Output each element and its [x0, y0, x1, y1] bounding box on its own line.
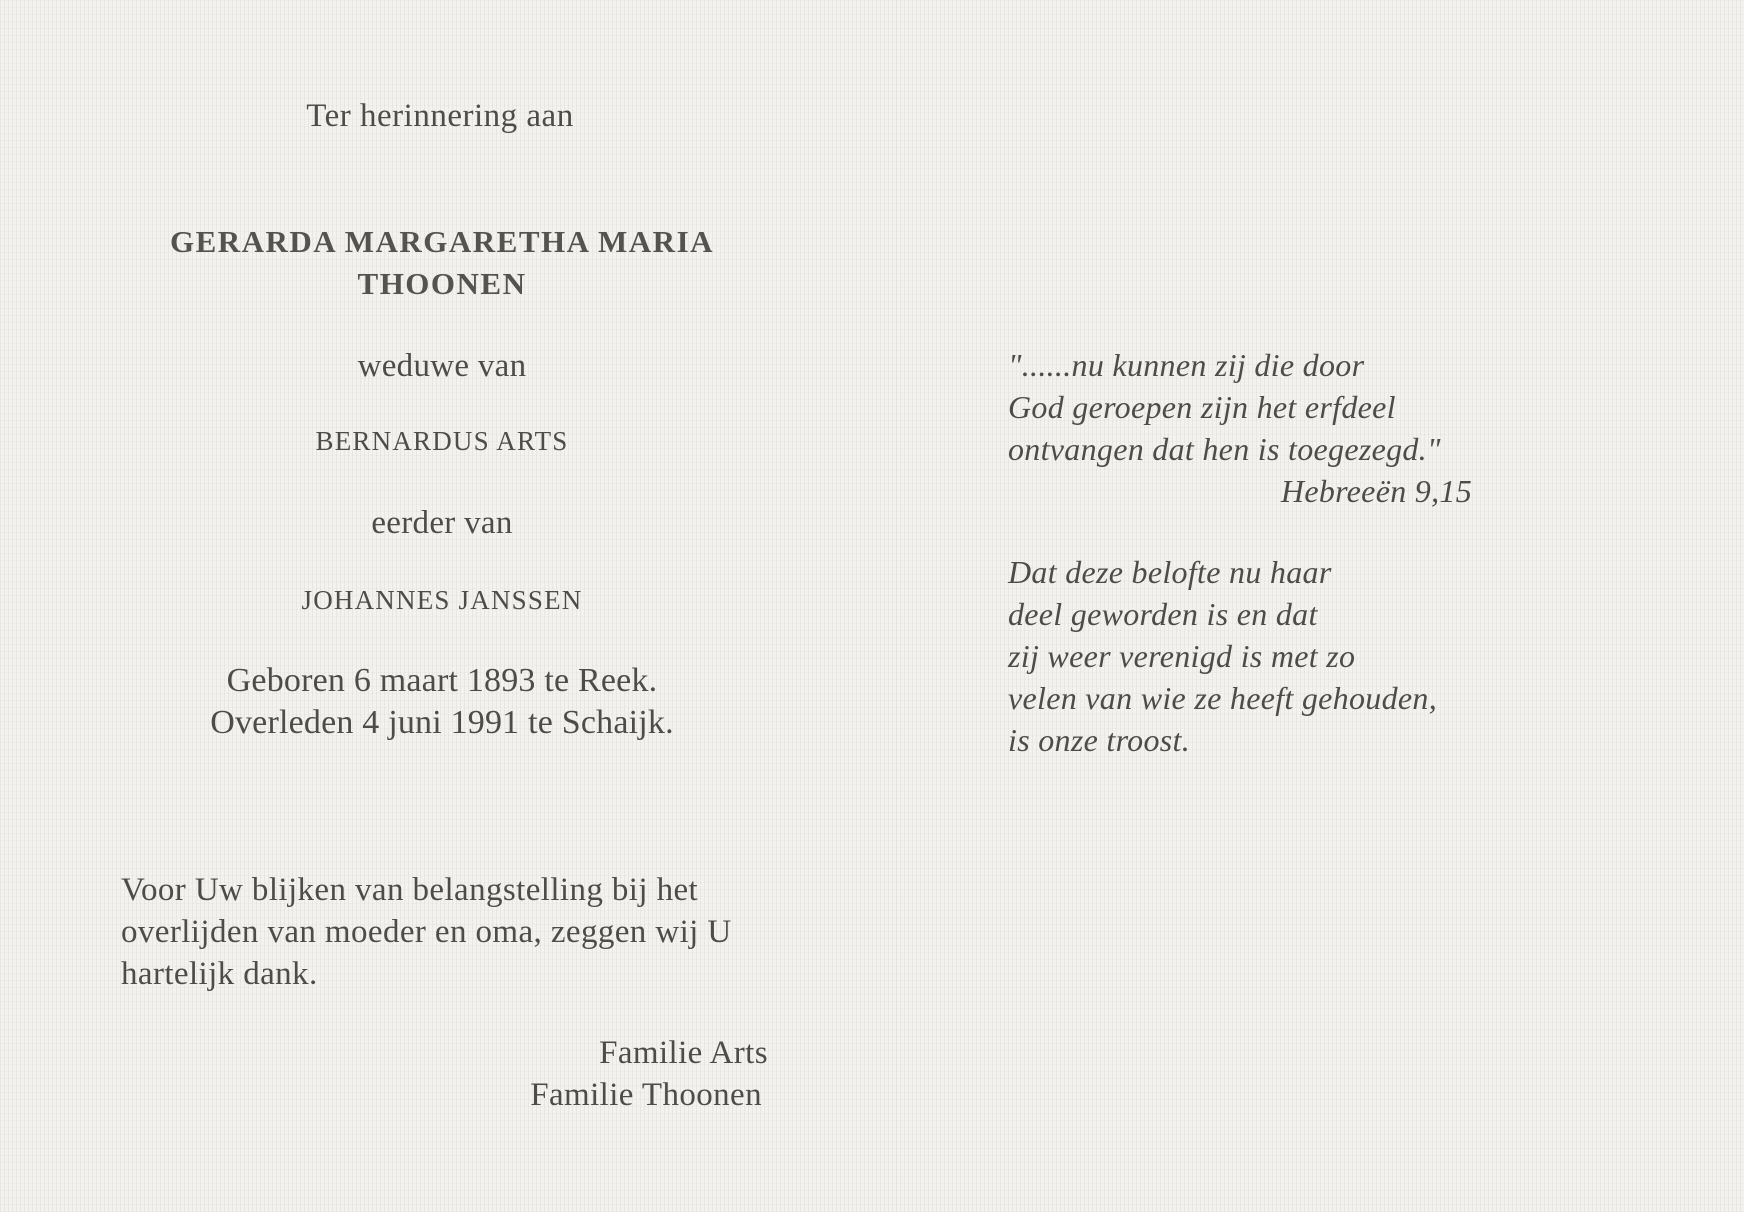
- signature-2: Familie Thoonen: [530, 1077, 762, 1113]
- death-line: Overleden 4 juni 1991 te Schaijk.: [210, 704, 674, 741]
- signature-1: Familie Arts: [599, 1035, 768, 1071]
- intro-text: Ter herinnering aan: [306, 98, 574, 134]
- quote-line-2: God geroepen zijn het erfdeel: [1008, 389, 1396, 425]
- widow-of-label: weduwe van: [357, 348, 527, 384]
- quote-reference: Hebreeën 9,15: [1280, 473, 1472, 509]
- quote-line-1: "......nu kunnen zij die door: [1008, 347, 1365, 383]
- thanks-line-3: hartelijk dank.: [121, 956, 318, 992]
- comfort-line-5: is onze troost.: [1008, 722, 1190, 758]
- deceased-name-line2: THOONEN: [357, 266, 527, 301]
- spouse-name: BERNARDUS ARTS: [315, 426, 569, 456]
- comfort-line-4: velen van wie ze heeft gehouden,: [1008, 680, 1437, 716]
- thanks-line-2: overlijden van moeder en oma, zeggen wij U: [121, 914, 732, 950]
- deceased-name-line1: GERARDA MARGARETHA MARIA: [169, 224, 715, 259]
- comfort-line-2: deel geworden is en dat: [1008, 596, 1318, 632]
- birth-line: Geboren 6 maart 1893 te Reek.: [226, 662, 658, 699]
- thanks-line-1: Voor Uw blijken van belangstelling bij het: [121, 872, 699, 908]
- card-fold: [896, 0, 898, 1212]
- quote-line-3: ontvangen dat hen is toegezegd.": [1008, 431, 1441, 467]
- first-spouse-name: JOHANNES JANSSEN: [301, 585, 583, 615]
- comfort-line-1: Dat deze belofte nu haar: [1008, 554, 1332, 590]
- comfort-line-3: zij weer verenigd is met zo: [1008, 638, 1356, 674]
- earlier-of-label: eerder van: [371, 505, 513, 541]
